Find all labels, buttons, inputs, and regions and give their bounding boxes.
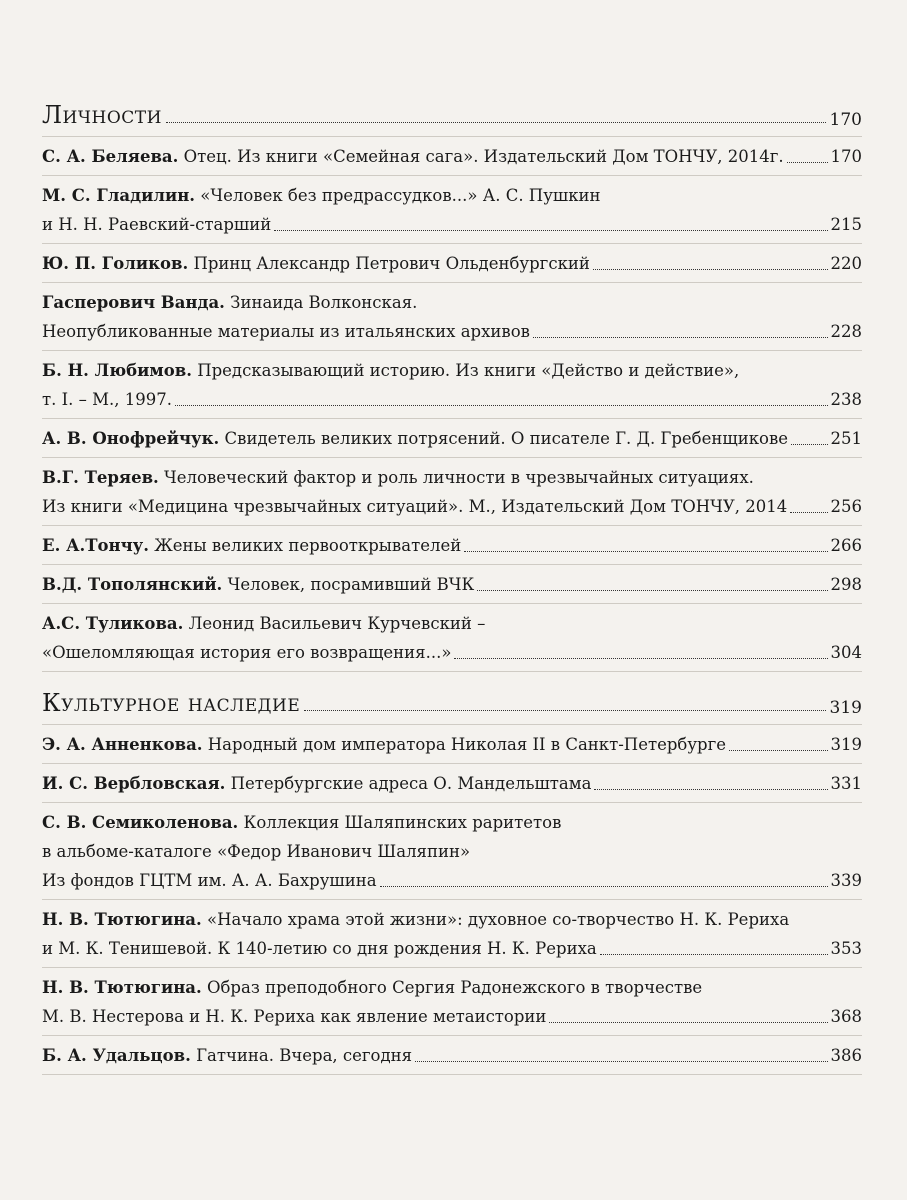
entry-title: Из фондов ГЦТМ им. А. А. Бахрушина	[42, 871, 377, 890]
entry-page-number: 170	[830, 147, 862, 166]
entry-text	[42, 288, 417, 317]
entry-line	[42, 181, 862, 210]
entry-author: В.Г. Теряев.	[42, 468, 159, 487]
dot-leader	[304, 710, 825, 711]
toc-entry	[42, 176, 862, 244]
entry-line	[42, 1041, 862, 1070]
entry-author: Э. А. Анненкова.	[42, 735, 203, 754]
entry-text	[42, 424, 788, 453]
entry-page-number: 353	[830, 939, 862, 958]
entry-page-number: 266	[830, 536, 862, 555]
entry-text	[42, 866, 377, 895]
entry-title: Образ преподобного Сергия Радонежского в творчестве	[206, 978, 703, 997]
dot-leader	[477, 590, 827, 591]
toc-entry	[42, 283, 862, 351]
entry-line	[42, 609, 862, 638]
entry-text	[42, 769, 591, 798]
entry-page-number: 298	[830, 575, 862, 594]
entry-line	[42, 973, 862, 1002]
entry-author: Е. А.Тончу.	[42, 536, 149, 555]
entry-text	[42, 934, 597, 963]
entry-text	[42, 905, 789, 934]
entry-title: Народный дом императора Николая II в Санкт-Петербурге	[207, 735, 727, 754]
entry-title: «Человек без предрассудков...» А. С. Пушкин	[200, 186, 601, 205]
entry-title: М. В. Нестерова и Н. К. Рериха как явление метаистории	[42, 1007, 547, 1026]
entry-page-number: 215	[830, 215, 862, 234]
entry-title: Человеческий фактор и роль личности в чрезвычайных ситуациях.	[164, 468, 754, 487]
entry-text	[42, 570, 474, 599]
entry-line	[42, 317, 862, 346]
entry-title: Зинаида Волконская.	[230, 293, 418, 312]
entry-title: Коллекция Шаляпинских раритетов	[243, 813, 562, 832]
entry-line	[42, 837, 862, 866]
entry-page-number: 220	[830, 254, 862, 273]
toc-entry	[42, 565, 862, 604]
entry-title: Гатчина. Вчера, сегодня	[196, 1046, 413, 1065]
entry-page-number: 238	[830, 390, 862, 409]
dot-leader	[790, 512, 827, 513]
entry-title: т. I. – М., 1997.	[42, 390, 172, 409]
dot-leader	[274, 230, 827, 231]
entry-line	[42, 769, 862, 798]
dot-leader	[380, 886, 828, 887]
toc-entry	[42, 137, 862, 176]
entry-text	[42, 492, 787, 521]
entry-title: в альбоме-каталоге «Федор Иванович Шаляпин»	[42, 842, 471, 861]
entry-title: Из книги «Медицина чрезвычайных ситуаций». М., Издательский Дом ТОНЧУ, 2014	[42, 497, 788, 516]
entry-author: В.Д. Тополянский.	[42, 575, 223, 594]
section-page-number: 319	[829, 698, 862, 718]
entry-line	[42, 249, 862, 278]
entry-text	[42, 730, 726, 759]
entry-text	[42, 638, 451, 667]
entry-text	[42, 142, 784, 171]
toc-entry	[42, 725, 862, 764]
entry-line	[42, 531, 862, 560]
toc-entry	[42, 458, 862, 526]
entry-text	[42, 385, 172, 414]
entry-line	[42, 934, 862, 963]
dot-leader	[791, 444, 827, 445]
entry-text	[42, 317, 530, 346]
toc-entry	[42, 1036, 862, 1075]
entry-text	[42, 808, 561, 837]
entry-text	[42, 356, 739, 385]
entry-author: Б. А. Удальцов.	[42, 1046, 191, 1065]
entry-author: А.С. Туликова.	[42, 614, 184, 633]
toc-entry	[42, 244, 862, 283]
entry-text	[42, 249, 590, 278]
dot-leader	[594, 789, 827, 790]
entry-page-number: 386	[830, 1046, 862, 1065]
entry-page-number: 319	[830, 735, 862, 754]
section-title: Личности	[42, 101, 162, 129]
entry-line	[42, 570, 862, 599]
entry-page-number: 251	[830, 429, 862, 448]
dot-leader	[593, 269, 828, 270]
entry-title: Отец. Из книги «Семейная сага». Издательский Дом ТОНЧУ, 2014г.	[183, 147, 784, 166]
entry-author: М. С. Гладилин.	[42, 186, 196, 205]
entry-author: С. В. Семиколенова.	[42, 813, 239, 832]
dot-leader	[166, 122, 826, 123]
entry-author: Ю. П. Голиков.	[42, 254, 189, 273]
entry-author: Б. Н. Любимов.	[42, 361, 192, 380]
dot-leader	[787, 162, 828, 163]
table-of-contents	[42, 98, 862, 1089]
entry-line	[42, 730, 862, 759]
entry-line	[42, 638, 862, 667]
entry-title: Леонид Васильевич Курчевский –	[188, 614, 486, 633]
dot-leader	[175, 405, 828, 406]
entry-title: Жены великих первооткрывателей	[154, 536, 462, 555]
entry-line	[42, 356, 862, 385]
entry-text	[42, 973, 702, 1002]
entry-text	[42, 1041, 412, 1070]
entry-page-number: 256	[830, 497, 862, 516]
entry-line	[42, 142, 862, 171]
entry-line	[42, 492, 862, 521]
entry-text	[42, 210, 271, 239]
entry-title: Человек, посрамивший ВЧК	[227, 575, 475, 594]
entry-author: С. А. Беляева.	[42, 147, 179, 166]
toc-entry	[42, 803, 862, 900]
entry-line	[42, 424, 862, 453]
entry-title: и М. К. Тенишевой. К 140-летию со дня рождения Н. К. Рериха	[42, 939, 597, 958]
entry-text	[42, 181, 601, 210]
toc-entry	[42, 351, 862, 419]
entry-title: Свидетель великих потрясений. О писателе Г. Д. Гребенщикове	[224, 429, 789, 448]
entry-text	[42, 609, 485, 638]
entry-line	[42, 1002, 862, 1031]
toc-entry	[42, 419, 862, 458]
dot-leader	[549, 1022, 827, 1023]
entry-text	[42, 531, 461, 560]
entry-page-number: 339	[830, 871, 862, 890]
entry-line	[42, 905, 862, 934]
entry-line	[42, 808, 862, 837]
entry-title: «Ошеломляющая история его возвращения...»	[42, 643, 452, 662]
entry-line	[42, 210, 862, 239]
entry-page-number: 331	[830, 774, 862, 793]
section-heading	[42, 98, 862, 137]
dot-leader	[464, 551, 827, 552]
section-title: Культурное наследие	[42, 689, 301, 717]
dot-leader	[729, 750, 827, 751]
entry-author: И. С. Вербловская.	[42, 774, 226, 793]
entry-author: Гасперович Ванда.	[42, 293, 225, 312]
toc-entry	[42, 900, 862, 968]
entry-title: и Н. Н. Раевский-старший	[42, 215, 272, 234]
entry-text	[42, 463, 754, 492]
entry-page-number: 368	[830, 1007, 862, 1026]
entry-author: Н. В. Тютюгина.	[42, 978, 202, 997]
toc-entry	[42, 526, 862, 565]
entry-page-number: 304	[830, 643, 862, 662]
toc-section	[42, 686, 862, 1075]
entry-line	[42, 385, 862, 414]
entry-page-number: 228	[830, 322, 862, 341]
entry-author: Н. В. Тютюгина.	[42, 910, 202, 929]
entry-line	[42, 288, 862, 317]
entry-line	[42, 463, 862, 492]
entry-text	[42, 837, 470, 866]
dot-leader	[454, 658, 827, 659]
toc-section	[42, 98, 862, 672]
section-page-number: 170	[829, 110, 862, 130]
dot-leader	[600, 954, 828, 955]
entry-line	[42, 866, 862, 895]
entry-title: Петербургские адреса О. Мандельштама	[230, 774, 592, 793]
entry-title: «Начало храма этой жизни»: духовное со-творчество Н. К. Рериха	[206, 910, 790, 929]
entry-title: Предсказывающий историю. Из книги «Действо и действие»,	[197, 361, 740, 380]
dot-leader	[533, 337, 828, 338]
entry-text	[42, 1002, 546, 1031]
toc-entry	[42, 968, 862, 1036]
section-heading	[42, 686, 862, 725]
entry-author: А. В. Онофрейчук.	[42, 429, 220, 448]
toc-entry	[42, 764, 862, 803]
entry-title: Неопубликованные материалы из итальянских архивов	[42, 322, 530, 341]
dot-leader	[415, 1061, 827, 1062]
entry-title: Принц Александр Петрович Ольденбургский	[193, 254, 590, 273]
toc-entry	[42, 604, 862, 672]
